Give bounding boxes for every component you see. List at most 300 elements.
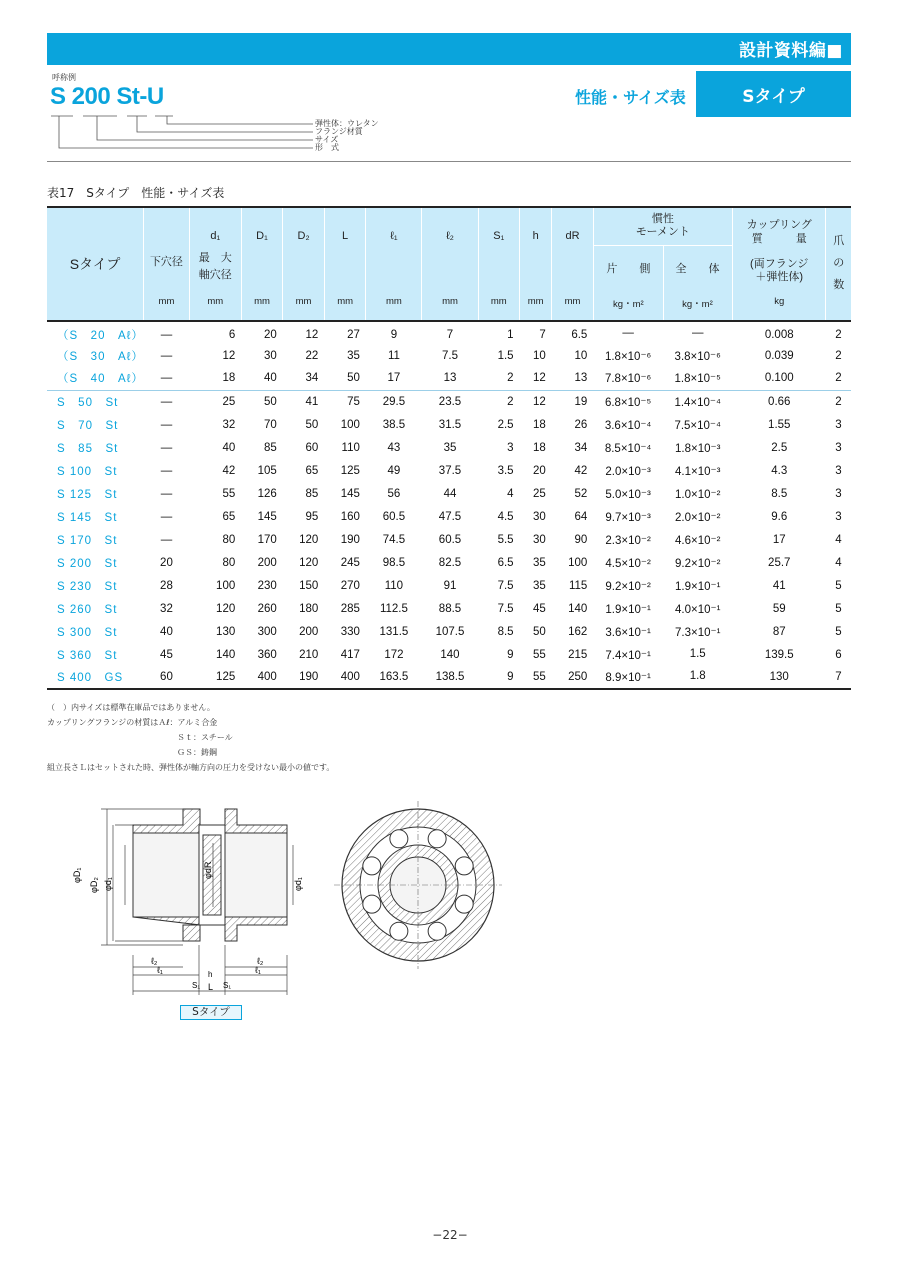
cell-inertia-one: 8.9×10⁻¹ <box>605 672 651 684</box>
cell-h: 30 <box>532 533 546 546</box>
col-l2: ℓ₂ mm <box>422 207 478 321</box>
cell-dR: 26 <box>574 418 588 431</box>
cell-i1 <box>593 505 732 528</box>
cell-type: S 145 St <box>57 511 118 524</box>
cell-h: 12 <box>520 390 552 413</box>
cell-claws: 4 <box>835 556 842 569</box>
cell-type: S 85 St <box>57 442 119 455</box>
cell-mass: 0.039 <box>764 349 794 362</box>
cell-pilot: — <box>160 372 173 385</box>
cell-D1: 126 <box>257 487 277 500</box>
claw-hole <box>428 922 446 940</box>
cell-D2: 85 <box>305 487 319 500</box>
cell-S1: 7.5 <box>497 579 514 592</box>
cell-pilot: 20 <box>160 556 173 569</box>
cell-mass: 0.008 <box>764 329 794 341</box>
cell-inertia-one: 5.0×10⁻³ <box>605 488 651 501</box>
cell-pilot: 40 <box>160 625 173 638</box>
cell-h: 7 <box>539 329 546 341</box>
cell-D1: 170 <box>257 533 277 546</box>
cell-pilot: — <box>160 510 173 523</box>
type-badge: Sタイプ <box>696 71 851 117</box>
cell-dR: 250 <box>552 666 594 689</box>
cell-h: 18 <box>532 418 546 431</box>
cell-inertia-one: 2.0×10⁻³ <box>605 465 651 478</box>
cell-d1: 125 <box>189 666 241 689</box>
page-number: −22− <box>432 1228 468 1242</box>
claw-hole <box>455 895 473 913</box>
cell-l2: 82.5 <box>438 556 462 569</box>
cell-inertia-all: — <box>691 327 704 339</box>
cell-D1: 30 <box>263 349 277 362</box>
cell-D1: 300 <box>257 625 277 638</box>
header-bar <box>47 33 851 65</box>
cell-D1: 400 <box>241 666 283 689</box>
cell-inertia-one: — <box>622 327 634 339</box>
cell-h: 35 <box>532 579 546 592</box>
cell-i1 <box>593 643 732 666</box>
cell-l1: 74.5 <box>382 533 406 546</box>
cell-i1 <box>593 551 732 574</box>
cell-D2: 60 <box>305 441 319 454</box>
table-header-row <box>47 207 851 321</box>
cell-S1: 4 <box>507 487 514 500</box>
cell-inertia-one: 3.6×10⁻⁴ <box>604 419 652 432</box>
cell-L: 160 <box>340 510 360 523</box>
col-S1: S₁ mm <box>478 207 520 321</box>
label-phiD1: φD₁ <box>72 867 82 883</box>
cell-D2: 50 <box>305 418 319 431</box>
table-row <box>47 344 851 367</box>
cell-d1: 40 <box>222 441 236 454</box>
label-l2-right: ℓ₂ <box>257 956 264 966</box>
cell-h: 25 <box>532 487 546 500</box>
cell-D2: 200 <box>299 625 319 638</box>
cell-inertia-all: 1.8×10⁻⁵ <box>674 373 721 386</box>
cell-mass: 4.3 <box>771 464 788 477</box>
cell-inertia-all: 1.9×10⁻¹ <box>675 580 721 593</box>
table-row <box>47 574 851 597</box>
note-line: ＧＳ：鋳鋼 <box>177 748 217 757</box>
cell-inertia-one: 9.7×10⁻³ <box>605 511 651 524</box>
cell-D2: 22 <box>305 349 319 362</box>
cell-d1: 100 <box>216 579 236 592</box>
cell-l2: 44 <box>443 487 457 500</box>
label-l1-left: ℓ₁ <box>157 965 163 975</box>
cell-S1: 2 <box>507 372 514 385</box>
label-phiD2: φD₂ <box>89 877 99 893</box>
cell-dR: 115 <box>568 579 588 592</box>
cell-d1: 12 <box>222 349 236 362</box>
label-S1-right: S₁ <box>223 981 232 990</box>
cell-type: S 125 St <box>57 488 118 501</box>
label-l2-left: ℓ₂ <box>151 956 158 966</box>
label-phid1-left: φd₁ <box>103 877 113 891</box>
cell-type: S 100 St <box>57 465 118 478</box>
cell-dR: 10 <box>574 349 588 362</box>
table-row <box>47 620 851 643</box>
cell-D2: 34 <box>305 372 319 385</box>
cell-S1: 7.5 <box>497 602 514 615</box>
cell-claws: 5 <box>835 579 842 592</box>
coupling-side-drawing <box>65 795 325 1025</box>
cell-i1 <box>593 666 732 689</box>
table-row <box>47 390 851 413</box>
cell-l2: 47.5 <box>438 510 462 523</box>
cell-inertia-one: 4.5×10⁻² <box>605 557 651 570</box>
cell-d1: 32 <box>222 418 236 431</box>
cell-S1: 1 <box>507 329 514 341</box>
cell-S1: 1.5 <box>497 349 514 362</box>
cell-S1: 9 <box>478 666 520 689</box>
cell-L: 50 <box>347 372 360 385</box>
cell-D2: 180 <box>299 602 319 615</box>
col-l1: ℓ₁ mm <box>366 207 422 321</box>
cell-l1: 131.5 <box>379 625 409 638</box>
cell-l1: 11 <box>387 349 400 362</box>
cell-l1: 43 <box>387 441 401 454</box>
cell-D1: 70 <box>263 418 277 431</box>
claw-hole <box>363 857 381 875</box>
cell-dR: 19 <box>552 390 594 413</box>
cell-claws: 2 <box>835 329 842 341</box>
cell-type: （S 20 Aℓ） <box>57 330 144 342</box>
cell-S1: 4.5 <box>497 510 514 523</box>
cell-l1: 17 <box>387 372 401 385</box>
table-row <box>47 367 851 390</box>
cell-inertia-all: 3.8×10⁻⁶ <box>674 350 721 363</box>
cell-l2: 7 <box>446 329 454 341</box>
cell-d1: 25 <box>189 390 241 413</box>
col-d1: d₁ 最 大 軸穴径 mm <box>189 207 241 321</box>
cell-mass: 87 <box>772 625 786 638</box>
cell-i1 <box>593 436 732 459</box>
cell-claws: 4 <box>835 533 842 546</box>
cell-l1: 38.5 <box>382 418 406 431</box>
cell-type: S 50 St <box>47 390 144 413</box>
cell-type: S 70 St <box>57 419 119 432</box>
cell-L: 270 <box>340 579 360 592</box>
label-phid1-right: φd₁ <box>293 877 303 891</box>
cell-pilot: — <box>160 533 173 546</box>
legend-size: サイズ <box>315 135 339 144</box>
table-row <box>47 643 851 666</box>
table-row <box>47 505 851 528</box>
legend-elastomer: 弾性体：ウレタン <box>315 119 379 128</box>
cell-l1: 56 <box>387 487 401 500</box>
cell-inertia-all: 1.4×10⁻⁴ <box>674 396 721 409</box>
table-row <box>47 413 851 436</box>
cell-inertia-all: 1.5 <box>689 647 706 660</box>
cell-inertia-one: 7.8×10⁻⁶ <box>604 373 652 386</box>
cell-inertia-all: 2.0×10⁻² <box>675 511 721 524</box>
cell-d1: 80 <box>222 533 236 546</box>
cell-S1: 3.5 <box>497 464 514 477</box>
cell-l2: 91 <box>443 579 457 592</box>
cell-inertia-one: 3.6×10⁻¹ <box>605 626 651 639</box>
col-L: L mm <box>324 207 366 321</box>
cell-S1: 5.5 <box>497 533 514 546</box>
legend-flange: フランジ材質 <box>315 127 363 136</box>
table-row <box>47 321 851 344</box>
cell-dR: 6.5 <box>571 329 588 341</box>
cell-D2: 120 <box>299 533 319 546</box>
label-S1-left: S₁ <box>192 981 201 990</box>
col-inertia: 慣性 モーメント 片 側 全 体 kg・m² kg・m² <box>593 207 732 321</box>
cell-L: 417 <box>340 648 360 661</box>
cell-i1 <box>593 574 732 597</box>
cell-inertia-all: 7.3×10⁻¹ <box>675 626 721 639</box>
cell-pilot: — <box>160 487 173 500</box>
cell-type: （S 30 Aℓ） <box>57 350 144 363</box>
claw-hole <box>363 895 381 913</box>
cell-h: 35 <box>532 556 546 569</box>
cell-claws: 3 <box>835 510 842 523</box>
cell-type: S 400 GS <box>47 666 144 689</box>
cell-claws: 2 <box>835 349 842 362</box>
naming-legend <box>45 112 405 162</box>
cell-type: S 200 St <box>57 557 118 570</box>
cell-pilot: 32 <box>160 602 173 615</box>
cell-D1: 50 <box>241 390 283 413</box>
table-row <box>47 482 851 505</box>
cell-inertia-all: 7.5×10⁻⁴ <box>674 419 721 432</box>
cell-inertia-one: 1.9×10⁻¹ <box>605 603 651 616</box>
note-line: カップリングフランジの材質はＡℓ：アルミ合金 <box>47 718 218 727</box>
cell-mass: 9.6 <box>771 510 788 523</box>
cell-i1 <box>593 344 732 367</box>
performance-title: 性能・サイズ表 <box>575 88 686 107</box>
cell-mass: 25.7 <box>768 556 791 569</box>
cell-D1: 200 <box>257 556 277 569</box>
cell-mass: 1.55 <box>768 418 791 431</box>
col-claws: 爪 の 数 <box>826 207 851 321</box>
cell-i1 <box>593 528 732 551</box>
claw-hole <box>390 922 408 940</box>
table-caption: 表17 Sタイプ 性能・サイズ表 <box>47 186 225 200</box>
cell-l2: 13 <box>443 372 457 385</box>
cell-i1 <box>593 482 732 505</box>
cell-h: 18 <box>532 441 546 454</box>
table-row <box>47 528 851 551</box>
cell-dR: 162 <box>568 625 588 638</box>
cell-L: 75 <box>324 390 366 413</box>
cell-pilot: — <box>144 390 190 413</box>
cell-dR: 64 <box>574 510 588 523</box>
cell-i1 <box>593 597 732 620</box>
cell-L: 190 <box>340 533 360 546</box>
cell-claws: 6 <box>835 648 842 661</box>
cell-inertia-all: 4.6×10⁻² <box>675 534 721 547</box>
cell-L: 245 <box>340 556 360 569</box>
cell-i1 <box>593 367 732 390</box>
cell-d1: 42 <box>222 464 236 477</box>
cell-l1: 112.5 <box>379 602 408 615</box>
cell-d1: 80 <box>222 556 236 569</box>
cell-pilot: 60 <box>144 666 190 689</box>
cell-l1: 163.5 <box>366 666 422 689</box>
label-phidR: φdR <box>203 861 213 879</box>
table-row <box>47 551 851 574</box>
table-row <box>47 436 851 459</box>
cell-inertia-one: 7.4×10⁻¹ <box>605 649 651 662</box>
cell-S1: 2 <box>478 390 520 413</box>
cell-inertia-all: 4.0×10⁻¹ <box>675 603 721 616</box>
spec-table <box>47 206 851 690</box>
cell-type: （S 40 Aℓ） <box>57 373 144 386</box>
cell-D2: 190 <box>283 666 325 689</box>
cell-pilot: — <box>160 464 173 477</box>
cell-pilot: — <box>160 349 173 362</box>
table-row <box>47 459 851 482</box>
note-line: （ ）内サイズは標準在庫品ではありません。 <box>47 703 215 712</box>
cell-type: S 300 St <box>57 626 118 639</box>
cell-claws: 2 <box>835 372 842 385</box>
cell-S1: 8.5 <box>497 625 514 638</box>
cell-pilot: — <box>160 418 173 431</box>
cell-claws: 2 <box>826 390 851 413</box>
legend-form: 形 式 <box>315 143 339 152</box>
cell-l1: 98.5 <box>382 556 406 569</box>
cell-dR: 90 <box>574 533 588 546</box>
cell-type: S 360 St <box>57 649 118 662</box>
cell-d1: 140 <box>216 648 236 661</box>
section-label: 設計資料編■ <box>738 41 843 61</box>
cell-L: 27 <box>347 329 360 341</box>
cell-h: 50 <box>532 625 546 638</box>
cell-i1 <box>593 390 732 413</box>
cell-inertia-one: 6.8×10⁻⁵ <box>604 396 652 409</box>
cell-S1: 6.5 <box>497 556 514 569</box>
cell-D1: 230 <box>257 579 277 592</box>
cell-l1: 49 <box>387 464 401 477</box>
cell-L: 35 <box>347 349 360 362</box>
cell-mass: 2.5 <box>771 441 788 454</box>
cell-h: 30 <box>532 510 546 523</box>
cell-dR: 52 <box>574 487 588 500</box>
cell-h: 10 <box>532 349 546 362</box>
cell-pilot: — <box>160 441 173 454</box>
cell-d1: 55 <box>222 487 236 500</box>
note-line: Ｓｔ：スチール <box>177 733 233 742</box>
divider <box>47 161 851 162</box>
cell-d1: 130 <box>216 625 236 638</box>
cell-S1: 3 <box>507 441 514 454</box>
cell-l1: 9 <box>390 329 398 341</box>
cell-claws: 5 <box>835 625 842 638</box>
cell-l2: 138.5 <box>422 666 478 689</box>
cell-L: 100 <box>340 418 360 431</box>
cell-mass: 130 <box>733 666 826 689</box>
cell-l1: 60.5 <box>382 510 406 523</box>
cell-d1: 65 <box>222 510 236 523</box>
notes <box>47 700 334 775</box>
naming-model: S 200 St-U <box>50 83 164 110</box>
col-h: h mm <box>520 207 552 321</box>
cell-D1: 105 <box>257 464 277 477</box>
cell-i1 <box>593 413 732 436</box>
cell-mass: 139.5 <box>764 648 794 661</box>
col-pilot: 下穴径 mm <box>144 207 190 321</box>
cell-l2: 37.5 <box>438 464 462 477</box>
cell-D2: 210 <box>299 648 319 661</box>
cell-h: 45 <box>532 602 546 615</box>
cell-inertia-all: 1.0×10⁻² <box>675 488 721 501</box>
cell-pilot: — <box>160 329 173 341</box>
table-row <box>47 666 851 689</box>
col-mass: カップリング 質 量 (両フランジ ＋弾性体) kg <box>733 207 826 321</box>
cell-inertia-all: 1.8×10⁻³ <box>675 442 721 455</box>
cell-inertia-one: 9.2×10⁻² <box>605 580 651 593</box>
cell-type: S 260 St <box>57 603 118 616</box>
cell-mass: 0.100 <box>764 372 794 385</box>
cell-l2: 60.5 <box>438 533 462 546</box>
cell-S1: 2.5 <box>497 418 514 431</box>
claw-hole <box>428 830 446 848</box>
cell-d1: 6 <box>228 329 236 341</box>
table-row <box>47 597 851 620</box>
cell-D1: 260 <box>257 602 277 615</box>
cell-type: S 170 St <box>57 534 118 547</box>
cell-inertia-one: 8.5×10⁻⁴ <box>604 442 652 455</box>
col-dR: dR mm <box>552 207 594 321</box>
cell-claws: 5 <box>835 602 842 615</box>
cell-S1: 9 <box>507 648 514 661</box>
cell-i1 <box>593 459 732 482</box>
cell-claws: 3 <box>835 418 842 431</box>
cell-D1: 145 <box>257 510 277 523</box>
diagram-caption: Sタイプ <box>180 1005 242 1020</box>
cell-L: 330 <box>340 625 360 638</box>
cell-i1 <box>593 620 732 643</box>
cell-pilot: 28 <box>160 579 173 592</box>
cell-l2: 107.5 <box>435 625 465 638</box>
cell-L: 110 <box>341 441 360 454</box>
cell-mass: 0.66 <box>733 390 826 413</box>
cell-l1: 110 <box>384 579 404 592</box>
cell-inertia-all: 9.2×10⁻² <box>675 557 721 570</box>
cell-dR: 140 <box>568 602 588 615</box>
cell-D1: 360 <box>257 648 277 661</box>
cell-dR: 34 <box>574 441 588 454</box>
cell-dR: 215 <box>568 648 588 661</box>
cell-dR: 100 <box>568 556 588 569</box>
naming-caption: 呼称例 <box>52 73 76 82</box>
cell-D1: 20 <box>263 329 277 341</box>
cell-mass: 59 <box>772 602 786 615</box>
cell-d1: 18 <box>222 372 236 385</box>
cell-D1: 85 <box>263 441 277 454</box>
cell-h: 12 <box>532 372 546 385</box>
cell-l1: 172 <box>384 648 404 661</box>
cell-pilot: 45 <box>160 648 173 661</box>
cell-L: 125 <box>340 464 360 477</box>
cell-inertia-one: 1.8×10⁻⁶ <box>604 350 652 363</box>
cell-h: 55 <box>520 666 552 689</box>
cell-claws: 7 <box>826 666 851 689</box>
cell-l2: 35 <box>443 441 457 454</box>
cell-mass: 8.5 <box>771 487 788 500</box>
cell-D2: 95 <box>305 510 319 523</box>
cell-claws: 3 <box>835 464 842 477</box>
cell-d1: 120 <box>216 602 236 615</box>
cell-inertia-one: 2.3×10⁻² <box>605 534 651 547</box>
cell-D2: 12 <box>305 329 319 341</box>
cell-inertia-all: 1.8 <box>689 670 706 682</box>
cell-l2: 23.5 <box>422 390 478 413</box>
label-h: h <box>208 970 213 979</box>
cell-D1: 40 <box>263 372 277 385</box>
